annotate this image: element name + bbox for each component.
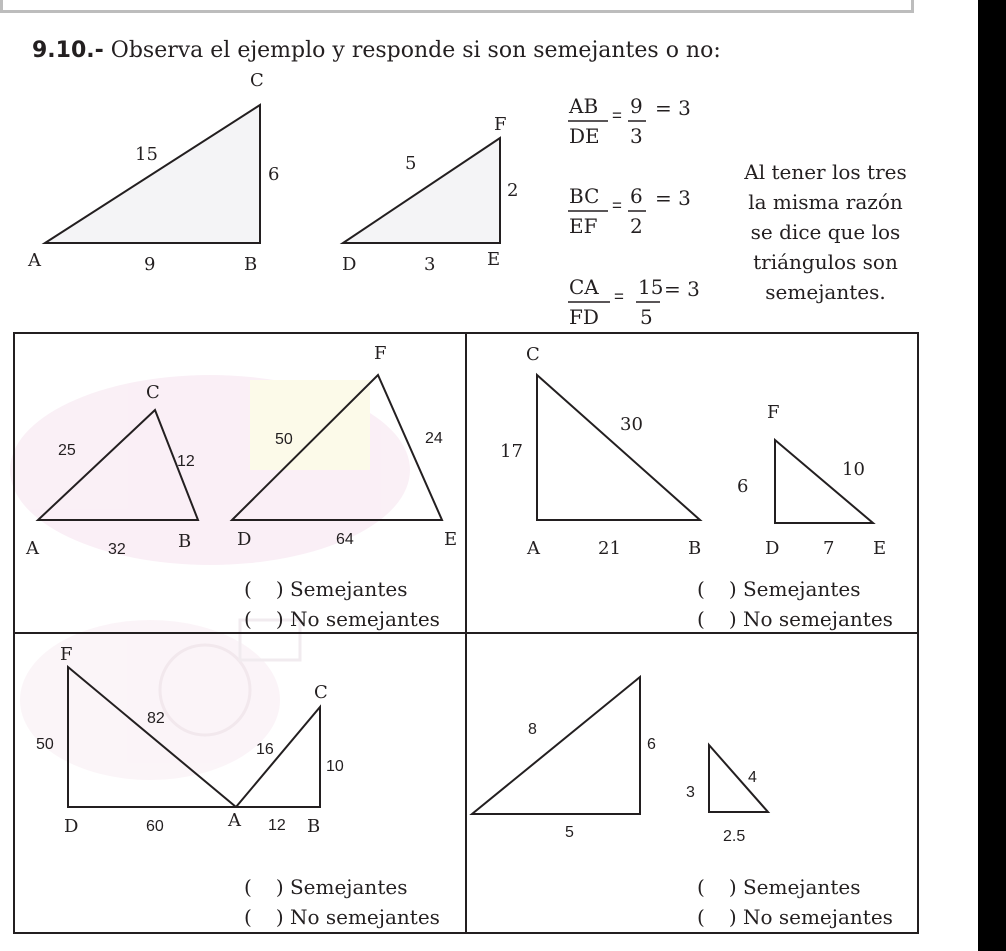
p1-vertex-a: A [26, 538, 39, 559]
ex-vertex-d: D [342, 254, 357, 275]
p4-option-no[interactable] [697, 906, 893, 928]
paren: ( [697, 577, 705, 601]
ex-side-ab: 9 [144, 254, 156, 275]
ratio3-eq: = [614, 287, 624, 306]
p2-triangle-def [775, 440, 873, 523]
ratio2-result: = 3 [655, 186, 691, 210]
ex-side-ef: 2 [507, 180, 519, 201]
option-label: ) No semejantes [728, 607, 893, 631]
ratio3-den: FD [569, 305, 599, 329]
ratio2-eq: = [612, 196, 622, 215]
p2-option-no[interactable] [697, 608, 893, 630]
paren: ( [697, 905, 705, 929]
paren: ( [244, 607, 252, 631]
p2-side-bc: 30 [620, 414, 643, 435]
exercise-number: 9.10.- [32, 38, 104, 63]
p3-vertex-d: D [64, 816, 79, 837]
ex-side-bc: 6 [268, 164, 280, 185]
ratio1-result: = 3 [655, 96, 691, 120]
p1-vertex-c: C [146, 382, 160, 403]
p2-side-de: 7 [823, 538, 835, 559]
p1-side-ef: 24 [425, 430, 443, 447]
ex-vertex-c: C [250, 70, 264, 91]
ratio2-d: 2 [630, 214, 643, 238]
p1-side-df: 50 [275, 431, 293, 448]
ratio1-n: 9 [630, 94, 643, 118]
p3-vertex-a: A [228, 810, 241, 831]
p3-side-da: 60 [146, 818, 164, 835]
p2-vertex-a: A [527, 538, 540, 559]
ratio1-num: AB [569, 94, 599, 118]
option-label: ) Semejantes [275, 577, 408, 601]
p2-option-yes[interactable] [697, 578, 860, 600]
p1-vertex-d: D [237, 529, 252, 550]
p2-side-ab: 21 [598, 538, 621, 559]
p1-side-de: 64 [336, 531, 354, 548]
paren: ( [697, 875, 705, 899]
p2-vertex-f: F [767, 402, 780, 423]
p4-triangle-small [709, 745, 768, 812]
note-line: triángulos son [753, 250, 898, 274]
option-label: ) Semejantes [275, 875, 408, 899]
p3-side-fa: 82 [147, 710, 165, 727]
ex-vertex-a: A [28, 250, 41, 271]
p3-side-ab: 12 [268, 817, 286, 834]
ratio1-den: DE [569, 124, 600, 148]
ex-vertex-f: F [494, 114, 507, 135]
paren: ( [244, 905, 252, 929]
ratio3-result: = 3 [664, 277, 700, 301]
option-label: ) No semejantes [275, 905, 440, 929]
p3-side-ac: 16 [256, 741, 274, 758]
ratio3-num: CA [569, 275, 599, 299]
p2-triangle-abc [537, 375, 700, 520]
p2-vertex-b: B [688, 538, 702, 559]
ex-vertex-b: B [244, 254, 258, 275]
ratio1-d: 3 [630, 124, 643, 148]
p3-side-df: 50 [36, 736, 54, 753]
ratio2-den: EF [569, 214, 598, 238]
p2-vertex-d: D [765, 538, 780, 559]
ratio3-d: 5 [640, 305, 653, 329]
p4-large-hyp: 8 [528, 721, 537, 738]
p1-side-bc: 12 [177, 453, 195, 470]
option-label: ) No semejantes [275, 607, 440, 631]
p3-option-yes[interactable] [244, 876, 407, 898]
note-line: la misma razón [748, 190, 903, 214]
p3-vertex-f: F [60, 644, 73, 665]
p4-small-base: 2.5 [723, 828, 746, 845]
ex-side-ca: 15 [135, 144, 158, 165]
p2-vertex-c: C [526, 344, 540, 365]
p1-vertex-f: F [374, 343, 387, 364]
paren: ( [697, 607, 705, 631]
example-note [738, 157, 913, 307]
p3-option-no[interactable] [244, 906, 440, 928]
paren: ( [244, 875, 252, 899]
ex-side-fd: 5 [405, 153, 417, 174]
p3-side-bc: 10 [326, 758, 344, 775]
ratio1-eq: = [612, 106, 622, 125]
example-triangle-abc [45, 105, 260, 243]
p4-large-vert: 6 [647, 736, 656, 753]
note-line: Al tener los tres [744, 160, 907, 184]
option-label: ) No semejantes [728, 905, 893, 929]
p4-triangle-large [472, 677, 640, 814]
paren: ( [244, 577, 252, 601]
p4-small-vert: 3 [686, 784, 695, 801]
note-line: semejantes. [765, 280, 886, 304]
example-triangle-def [343, 138, 500, 243]
ex-vertex-e: E [487, 249, 501, 270]
ratio3-n: 15 [638, 275, 664, 299]
note-line: se dice que los [750, 220, 901, 244]
p4-option-yes[interactable] [697, 876, 860, 898]
p2-side-ac: 17 [500, 441, 523, 462]
p1-vertex-b: B [178, 531, 192, 552]
p2-vertex-e: E [873, 538, 887, 559]
p4-small-hyp: 4 [748, 769, 757, 786]
option-label: ) Semejantes [728, 875, 861, 899]
p2-side-ef: 10 [842, 459, 865, 480]
exercise-instruction: Observa el ejemplo y responde si son semejantes o no: [110, 38, 721, 63]
ratio2-n: 6 [630, 184, 643, 208]
p3-vertex-c: C [314, 682, 328, 703]
p3-vertex-b: B [307, 816, 321, 837]
p1-option-no[interactable] [244, 608, 440, 630]
ex-side-de: 3 [424, 254, 436, 275]
p4-large-base: 5 [565, 824, 574, 841]
p2-side-df: 6 [737, 476, 749, 497]
ratio2-num: BC [569, 184, 600, 208]
p1-side-ac: 25 [58, 442, 76, 459]
p1-side-ab: 32 [108, 541, 126, 558]
p1-vertex-e: E [444, 529, 458, 550]
p1-option-yes[interactable] [244, 578, 407, 600]
option-label: ) Semejantes [728, 577, 861, 601]
